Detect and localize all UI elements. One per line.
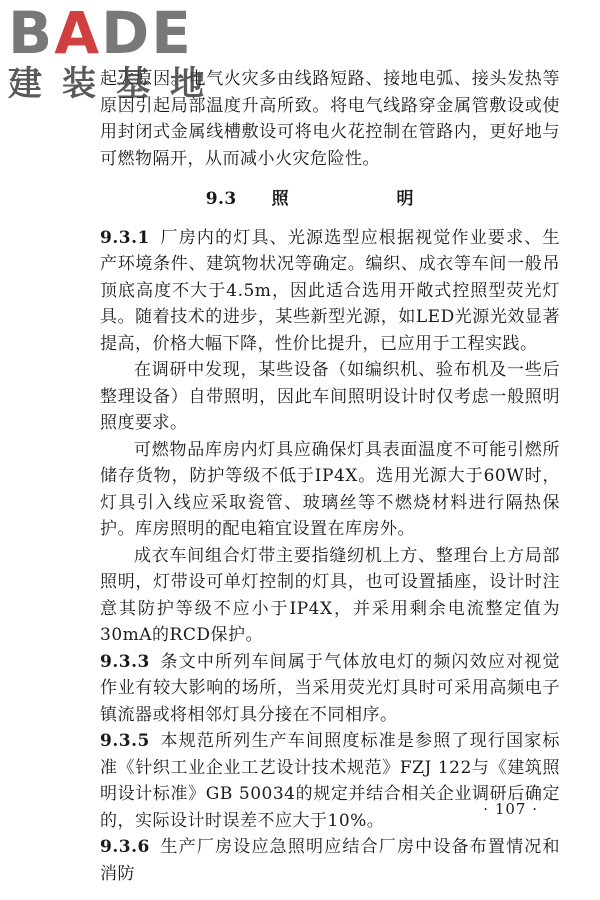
clause-9-3-6 (100, 834, 560, 887)
paragraph-equipment-lighting: 在调研中发现，某些设备（如编织机、验布机及一些后整理设备）自带照明，因此车间照明设计时仅考虑一般照明照度要求。 (100, 360, 560, 433)
clause-9-3-3 (100, 649, 560, 729)
clause-number: 9.3.3 (100, 651, 150, 672)
paragraph-garment-lighting: 成衣车间组合灯带主要指缝纫机上方、整理台上方局部照明，灯带设可单灯控制的灯具，也可设置插座，设计时注意其防护等级不应小于IP4X，并采用剩余电流整定值为30mA的RCD保护。 (100, 545, 560, 645)
section-number: 9.3 (205, 189, 237, 209)
paragraph-storage-lighting: 可燃物品库房内灯具应确保灯具表面温度不可能引燃所储存货物，防护等级不低于IP4X。选用光源大于60W时，灯具引入线应采取瓷管、玻璃丝等不燃烧材料进行隔热保护。库房照明的配电箱宜设置在库房外。 (100, 439, 560, 539)
section-heading (100, 186, 560, 213)
intro-paragraph: 起火原因。电气火灾多由线路短路、接地电弧、接头发热等原因引起局部温度升高所致。将电气线路穿金属管敷设或使用封闭式金属线槽敷设可将电火花控制在管路内，更好地与可燃物隔开，从而减小火灾危险性。 (100, 69, 560, 169)
document-page (100, 66, 560, 887)
page-number: · 107 · (483, 800, 538, 818)
clause-9-3-5 (100, 728, 560, 834)
clause-number: 9.3.6 (100, 837, 150, 857)
watermark-brand-text: BADE (8, 0, 193, 67)
clause-text: 厂房内的灯具、光源选型应根据视觉作业要求、生产环境条件、建筑物状况等确定。编织、成衣等车间一般吊顶底高度不大于4.5m，因此适合选用开敞式控照型荧光灯具。随着技术的进步，某些新型光源，如LED光源光效显著提高，价格大幅下降，性价比提升，已应用于工程实践。 (100, 227, 560, 354)
section-title: 照 明 (271, 189, 455, 209)
clause-text: 本规范所列生产车间照度标准是参照了现行国家标准《针织工业企业工艺设计技术规范》FZJ 122与《建筑照明设计标准》GB 50034的规定并结合相关企业调研后确定的，实际设计时误差不应大于10%。 (100, 731, 560, 831)
clause-number: 9.3.1 (100, 227, 150, 248)
clause-9-3-1 (100, 225, 560, 358)
clause-text: 生产厂房设应急照明应结合厂房中设备布置情况和消防 (100, 837, 560, 884)
clause-text: 条文中所列车间属于气体放电灯的频闪效应对视觉作业有较大影响的场所，当采用荧光灯具时可采用高频电子镇流器或将相邻灯具分接在不同相序。 (100, 651, 560, 725)
clause-number: 9.3.5 (100, 731, 150, 751)
watermark-cjk-text: 建装基地 (8, 64, 224, 104)
